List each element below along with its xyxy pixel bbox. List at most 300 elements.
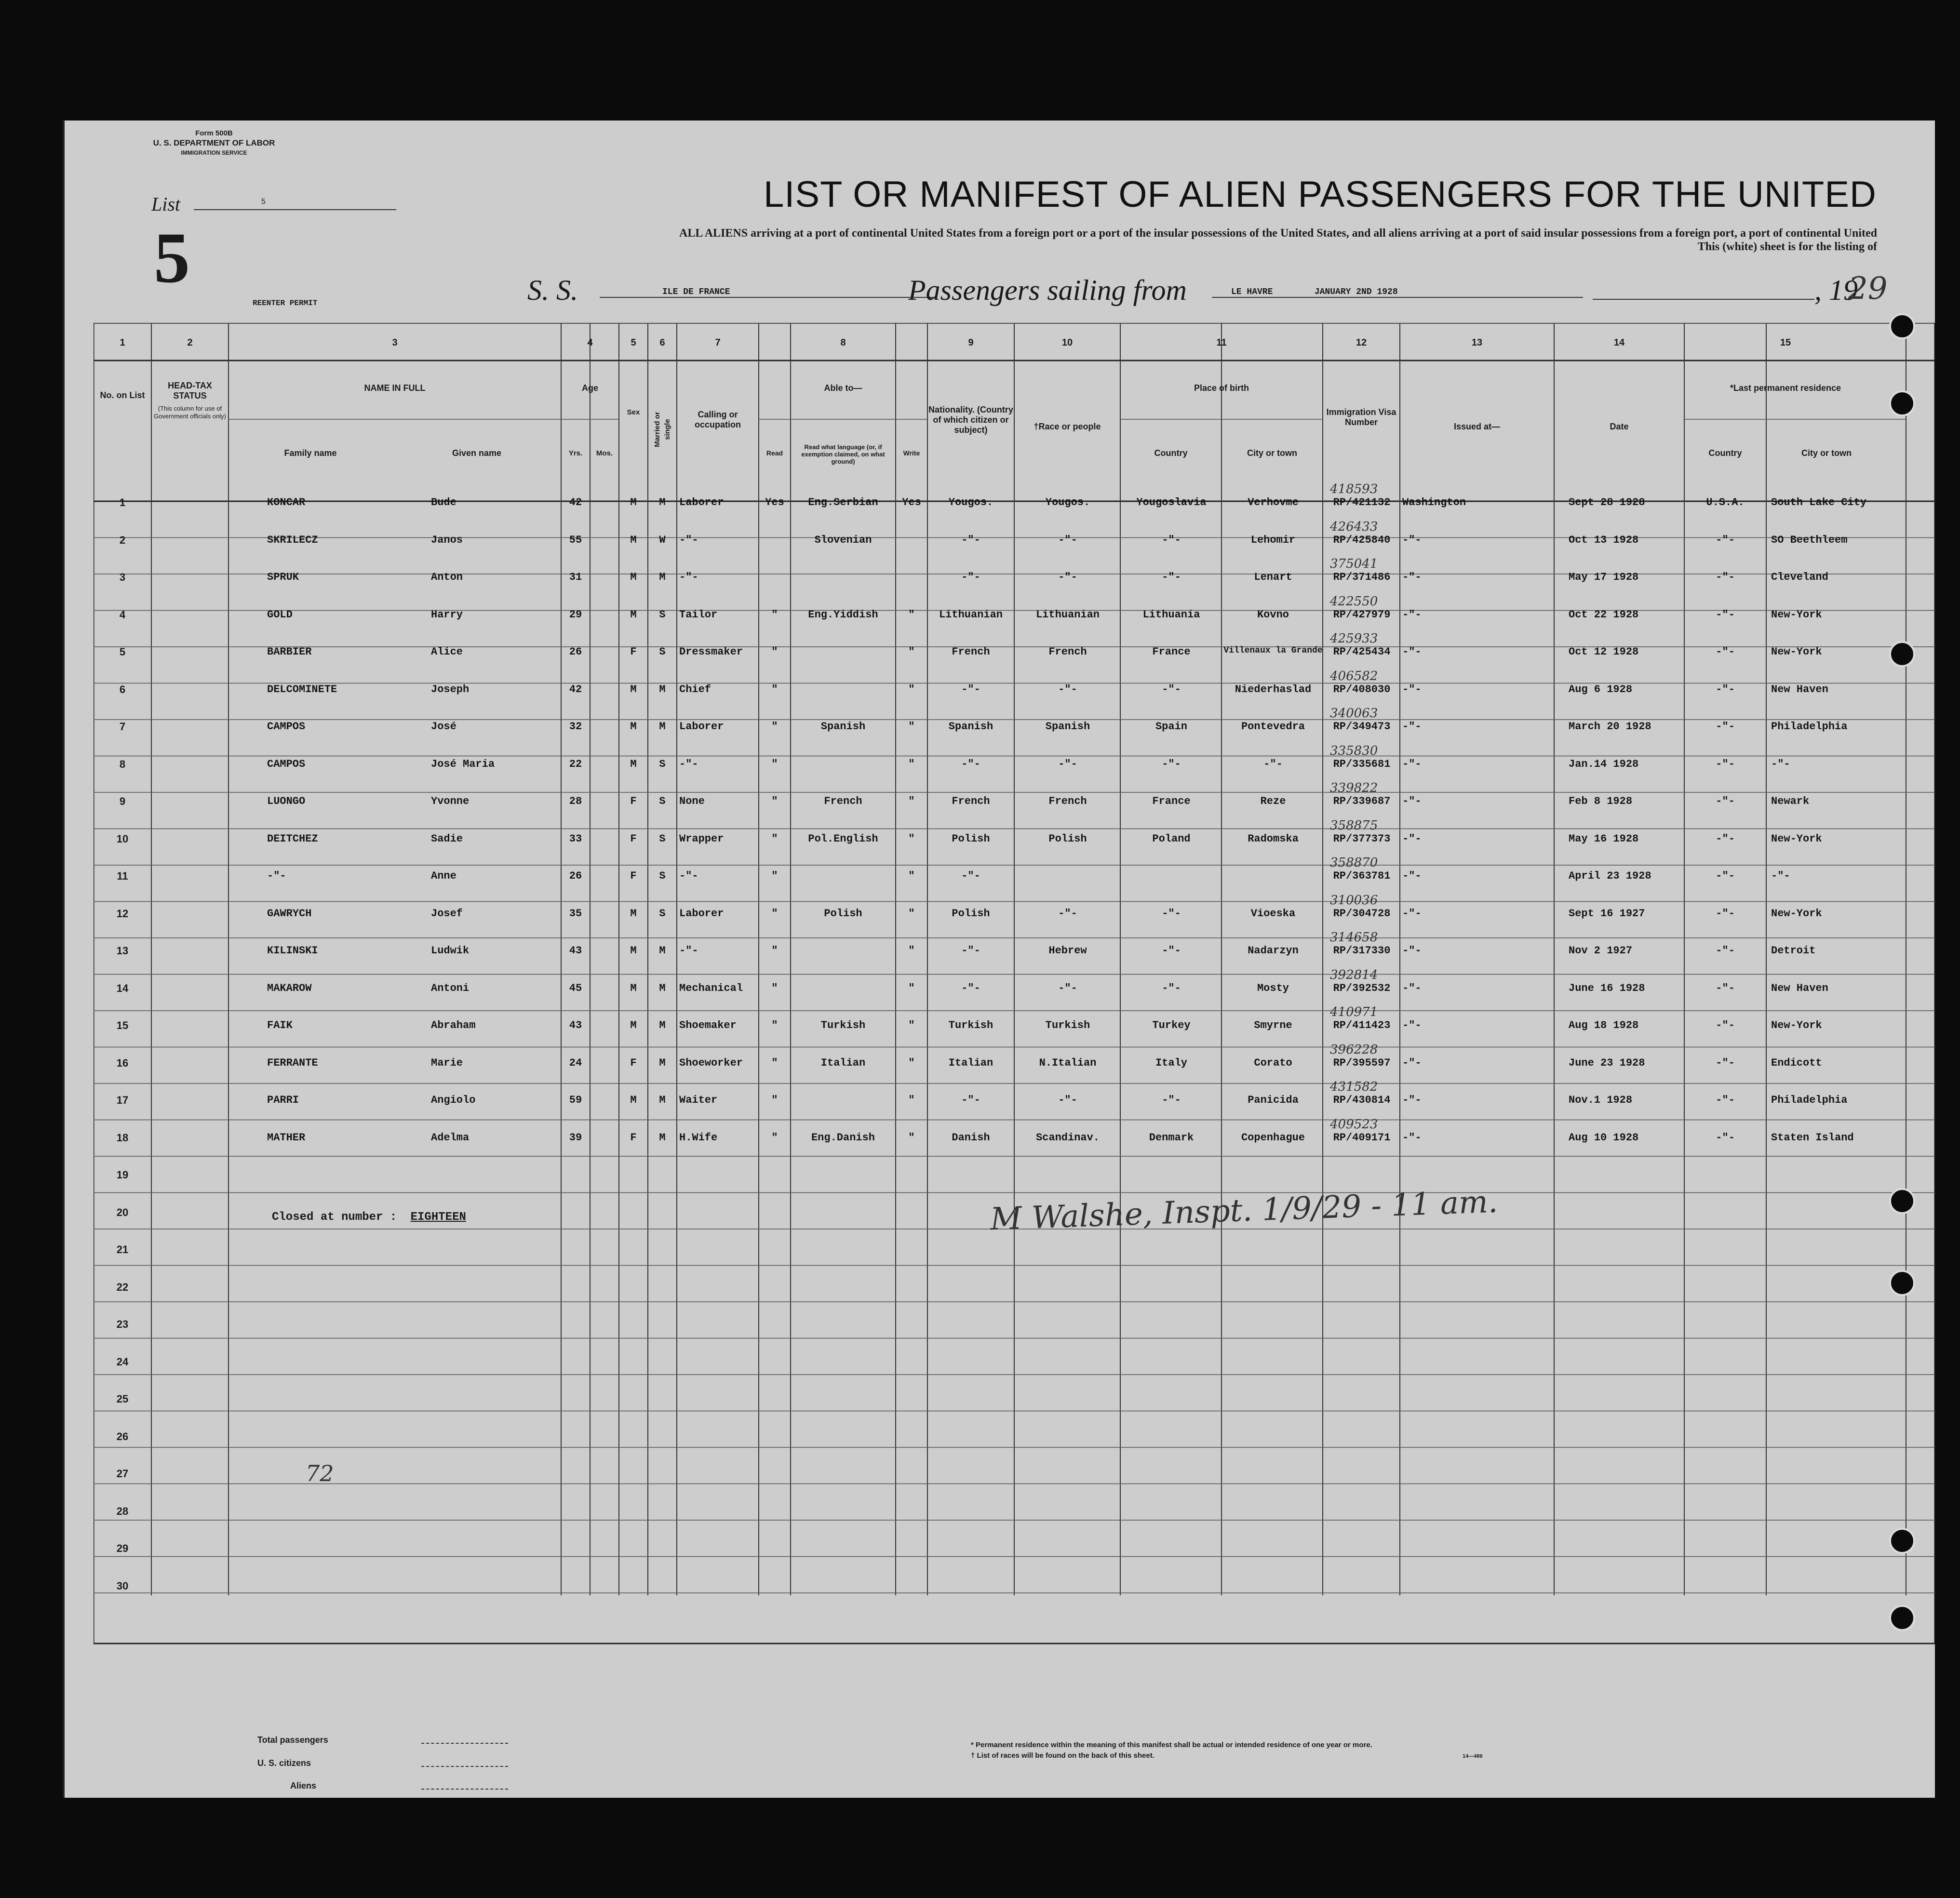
row-2-age: 55 [569, 534, 582, 546]
row-10-no: 10 [116, 832, 129, 845]
row-5-bcity: Villenaux la Grande [1223, 646, 1323, 655]
row-18-rcity: Staten Island [1771, 1131, 1854, 1144]
row-16-age: 24 [569, 1056, 582, 1069]
row-6-age: 42 [569, 683, 582, 695]
row-1-write: Yes [902, 496, 921, 508]
row-2-visa: RP/425840 [1333, 534, 1391, 546]
row-14-age: 45 [569, 982, 582, 994]
row-8-visa: RP/335681 [1333, 758, 1391, 770]
row-14-given: Antoni [431, 982, 470, 994]
row-8-bcity: -"- [1263, 758, 1283, 770]
binder-hole [1889, 1528, 1915, 1554]
row-3-occ: -"- [679, 571, 698, 583]
row-9-nat: French [952, 795, 990, 807]
col-num-4: 4 [587, 337, 593, 348]
row-10-race: Polish [1048, 832, 1087, 845]
us-citizens-blank [421, 1766, 508, 1767]
col-num-11: 11 [1216, 337, 1227, 348]
row-14-ms: M [659, 982, 666, 994]
row-9-bcountry: France [1152, 795, 1191, 807]
row-5-age: 26 [569, 646, 582, 658]
row-1-given: Bude [431, 496, 456, 508]
row-8-occ: -"- [679, 758, 698, 770]
col-head-headtax-sub: (This column for use of Government officials only) [153, 405, 227, 420]
row-7-ms: M [659, 721, 666, 733]
row-6-rcountry: -"- [1716, 683, 1735, 695]
row-17-age: 59 [569, 1094, 582, 1106]
manifest-title: LIST OR MANIFEST OF ALIEN PASSENGERS FOR THE UNITED [764, 174, 1877, 215]
row-6-occ: Chief [679, 683, 712, 695]
row-2-occ: -"- [679, 534, 698, 546]
row-4-no: 4 [119, 608, 126, 621]
row-14-date: June 16 1928 [1569, 982, 1645, 994]
row-16-bcountry: Italy [1155, 1056, 1187, 1069]
row-12-age: 35 [569, 907, 582, 920]
row-16-race: N.Italian [1039, 1056, 1097, 1069]
row-15-bcountry: Turkey [1152, 1019, 1191, 1031]
row-17-rcity: Philadelphia [1771, 1094, 1848, 1106]
row-2-no: 2 [119, 534, 126, 546]
row-11-ms: S [659, 870, 666, 882]
row-3-visa: RP/371486 [1333, 571, 1391, 583]
row-1-race: Yougos. [1045, 496, 1090, 508]
row-17-visa-handwritten: 431582 [1330, 1080, 1378, 1094]
binder-hole [1889, 313, 1915, 339]
row-13-issued: -"- [1402, 945, 1422, 957]
row-6-visa-handwritten: 406582 [1330, 668, 1378, 683]
row-15-visa: RP/411423 [1333, 1019, 1391, 1031]
row-1-nat: Yougos. [948, 496, 993, 508]
department-label: U. S. DEPARTMENT OF LABOR [153, 138, 275, 147]
row-4-sex: M [630, 608, 637, 621]
row-6-date: Aug 6 1928 [1569, 683, 1633, 695]
row-15-write: " [908, 1019, 915, 1031]
col-head-birth-country: Country [1154, 448, 1188, 458]
row-2-rcountry: -"- [1716, 534, 1735, 546]
list-value: 5 [194, 198, 396, 210]
row-17-given: Angiolo [431, 1094, 476, 1106]
row-6-ms: M [659, 683, 666, 695]
row-1-ms: M [659, 496, 666, 508]
row-15-family: FAIK [267, 1019, 293, 1031]
row-14-sex: M [630, 982, 637, 994]
row-7-no: 7 [119, 721, 126, 733]
row-6-visa: RP/408030 [1333, 683, 1391, 695]
row-18-visa: RP/409171 [1333, 1131, 1391, 1144]
row-17-no: 17 [116, 1094, 129, 1106]
row-4-nat: Lithuanian [939, 608, 1003, 621]
row-8-write: " [908, 758, 915, 770]
manifest-subtitle [672, 227, 1877, 254]
row-7-write: " [908, 721, 915, 733]
row-11-rcity: -"- [1771, 870, 1790, 882]
row-11-date: April 23 1928 [1569, 870, 1651, 882]
row-5-occ: Dressmaker [679, 646, 743, 658]
row-16-visa-handwritten: 396228 [1330, 1042, 1378, 1057]
row-5-issued: -"- [1402, 646, 1422, 658]
row-24-no: 24 [116, 1355, 129, 1368]
row-5-family: BARBIER [267, 646, 312, 658]
row-9-date: Feb 8 1928 [1569, 795, 1633, 807]
year-handwritten: 29 [1848, 271, 1888, 307]
col-head-married: Married or single [653, 412, 671, 447]
row-13-bcity: Nadarzyn [1248, 945, 1299, 957]
row-18-visa-handwritten: 409523 [1330, 1117, 1378, 1132]
row-14-visa-handwritten: 392814 [1330, 967, 1378, 982]
row-11-write: " [908, 870, 915, 882]
row-7-read: " [771, 721, 778, 733]
row-4-age: 29 [569, 608, 582, 621]
row-17-date: Nov.1 1928 [1569, 1094, 1633, 1106]
col-head-age: Age [581, 383, 598, 393]
row-23-no: 23 [116, 1318, 129, 1330]
row-15-rcountry: -"- [1716, 1019, 1735, 1031]
row-11-family: -"- [267, 870, 286, 882]
row-13-visa: RP/317330 [1333, 945, 1391, 957]
row-12-rcity: New-York [1771, 907, 1822, 920]
row-18-no: 18 [116, 1131, 129, 1144]
row-7-bcountry: Spain [1155, 721, 1187, 733]
row-9-rcountry: -"- [1716, 795, 1735, 807]
row-18-given: Adelma [431, 1131, 470, 1144]
row-12-nat: Polish [952, 907, 990, 920]
row-12-issued: -"- [1402, 907, 1422, 920]
row-4-bcountry: Lithuania [1142, 608, 1200, 621]
row-6-sex: M [630, 683, 637, 695]
binder-hole [1889, 641, 1915, 667]
ss-label: S. S. [527, 274, 578, 306]
row-17-visa: RP/430814 [1333, 1094, 1391, 1106]
row-13-no: 13 [116, 945, 129, 957]
row-17-family: PARRI [267, 1094, 299, 1106]
row-4-visa-handwritten: 422550 [1330, 594, 1378, 609]
col-num-1: 1 [120, 337, 125, 348]
aliens-label: Aliens [290, 1781, 317, 1791]
row-17-issued: -"- [1402, 1094, 1422, 1106]
row-9-bcity: Reze [1260, 795, 1286, 807]
row-7-race: Spanish [1045, 721, 1090, 733]
row-18-lang: Eng.Danish [811, 1131, 875, 1144]
row-8-date: Jan.14 1928 [1569, 758, 1639, 770]
row-18-bcountry: Denmark [1149, 1131, 1194, 1144]
row-5-given: Alice [431, 646, 463, 658]
row-14-issued: -"- [1402, 982, 1422, 994]
row-14-read: " [771, 982, 778, 994]
row-5-bcountry: France [1152, 646, 1191, 658]
col-head-mos: Mos. [596, 449, 613, 457]
row-13-bcountry: -"- [1162, 945, 1181, 957]
row-9-occ: None [679, 795, 705, 807]
row-15-read: " [771, 1019, 778, 1031]
row-2-given: Janos [431, 534, 463, 546]
col-num-13: 13 [1471, 337, 1483, 348]
row-9-age: 28 [569, 795, 582, 807]
row-1-visa-handwritten: 418593 [1330, 482, 1378, 496]
row-18-occ: H.Wife [679, 1131, 718, 1144]
col-head-residence: *Last permanent residence [1730, 383, 1841, 393]
row-14-write: " [908, 982, 915, 994]
row-15-ms: M [659, 1019, 666, 1031]
row-14-rcountry: -"- [1716, 982, 1735, 994]
col-head-birth-city: City or town [1247, 448, 1297, 458]
row-1-read: Yes [765, 496, 784, 508]
row-5-rcountry: -"- [1716, 646, 1735, 658]
col-head-date: Date [1610, 422, 1629, 431]
row-15-rcity: New-York [1771, 1019, 1822, 1031]
binder-hole [1889, 1270, 1915, 1296]
col-head-name: NAME IN FULL [364, 383, 426, 393]
row-6-write: " [908, 683, 915, 695]
footnote-star: * Permanent residence within the meaning of this manifest shall be actual or intended residence of one year or more. [971, 1741, 1372, 1749]
row-7-given: José [431, 721, 456, 733]
row-19-no: 19 [116, 1169, 129, 1181]
col-head-birthplace: Place of birth [1194, 383, 1249, 393]
row-11-read: " [771, 870, 778, 882]
col-num-2: 2 [187, 337, 193, 348]
port-date: LE HAVRE JANUARY 2ND 1928 [1212, 287, 1583, 298]
row-12-date: Sept 16 1927 [1569, 907, 1645, 920]
col-num-7: 7 [715, 337, 721, 348]
row-3-race: -"- [1058, 571, 1077, 583]
col-head-sex: Sex [627, 408, 640, 416]
row-10-given: Sadie [431, 832, 463, 845]
row-8-given: José Maria [431, 758, 495, 770]
row-8-bcountry: -"- [1162, 758, 1181, 770]
row-12-ms: S [659, 907, 666, 920]
subtitle-line-2: This (white) sheet is for the listing of [1697, 241, 1877, 253]
subtitle-line-1: ALL ALIENS arriving at a port of continental United States from a foreign port or a port of the insular possessions of the United States, and all aliens arriving at a port of said insular possessions from a foreign port, a port of continental United [679, 227, 1877, 240]
row-15-occ: Shoemaker [679, 1019, 737, 1031]
row-1-rcity: South Lake City [1771, 496, 1867, 508]
row-16-occ: Shoeworker [679, 1056, 743, 1069]
row-15-sex: M [630, 1019, 637, 1031]
row-16-write: " [908, 1056, 915, 1069]
year-label: , 19 [1814, 274, 1858, 306]
row-7-issued: -"- [1402, 721, 1422, 733]
row-10-sex: F [630, 832, 637, 845]
row-30-no: 30 [116, 1579, 129, 1592]
row-17-read: " [771, 1094, 778, 1106]
service-label: IMMIGRATION SERVICE [181, 149, 247, 156]
row-16-visa: RP/395597 [1333, 1056, 1391, 1069]
footnote-code: 14—486 [1463, 1753, 1483, 1759]
row-12-bcity: Vioeska [1250, 907, 1296, 920]
col-head-no: No. on List [100, 390, 145, 400]
row-6-nat: -"- [961, 683, 980, 695]
row-15-age: 43 [569, 1019, 582, 1031]
row-1-issued: Washington [1402, 496, 1466, 508]
row-15-no: 15 [116, 1019, 129, 1031]
row-8-read: " [771, 758, 778, 770]
row-10-rcountry: -"- [1716, 832, 1735, 845]
col-head-res-country: Country [1708, 448, 1742, 458]
row-3-bcountry: -"- [1162, 571, 1181, 583]
row-9-ms: S [659, 795, 666, 807]
row-16-date: June 23 1928 [1569, 1056, 1645, 1069]
row-14-race: -"- [1058, 982, 1077, 994]
row-18-ms: M [659, 1131, 666, 1144]
row-10-date: May 16 1928 [1569, 832, 1639, 845]
row-3-rcity: Cleveland [1771, 571, 1828, 583]
row-7-bcity: Pontevedra [1241, 721, 1305, 733]
list-label: List [151, 193, 181, 215]
row-5-ms: S [659, 646, 666, 658]
row-16-ms: M [659, 1056, 666, 1069]
row-1-age: 42 [569, 496, 582, 508]
row-3-age: 31 [569, 571, 582, 583]
col-num-5: 5 [631, 337, 636, 348]
row-18-rcountry: -"- [1716, 1131, 1735, 1144]
col-num-15: 15 [1780, 337, 1791, 348]
row-9-no: 9 [119, 795, 126, 807]
row-12-given: Josef [431, 907, 463, 920]
row-8-age: 22 [569, 758, 582, 770]
row-12-lang: Polish [824, 907, 862, 920]
row-13-given: Ludwik [431, 945, 470, 957]
row-15-nat: Turkish [948, 1019, 993, 1031]
row-6-rcity: New Haven [1771, 683, 1828, 695]
col-head-occupation: Calling or occupation [694, 410, 741, 429]
row-1-sex: M [630, 496, 637, 508]
row-1-occ: Laborer [679, 496, 724, 508]
col-head-language: Read what language (or, if exemption claimed, on what ground) [801, 443, 885, 465]
row-13-visa-handwritten: 314658 [1330, 930, 1378, 945]
row-18-read: " [771, 1131, 778, 1144]
col-num-8: 8 [840, 337, 846, 348]
row-2-bcountry: -"- [1162, 534, 1181, 546]
col-num-14: 14 [1613, 337, 1625, 348]
row-17-race: -"- [1058, 1094, 1077, 1106]
row-3-family: SPRUK [267, 571, 299, 583]
row-13-sex: M [630, 945, 637, 957]
us-citizens-label: U. S. citizens [257, 1758, 311, 1768]
sailing-label: Passengers sailing from [908, 274, 1187, 306]
footnote-dagger: † List of races will be found on the back of this sheet. [971, 1751, 1155, 1760]
row-10-read: " [771, 832, 778, 845]
row-13-race: Hebrew [1048, 945, 1087, 957]
row-18-issued: -"- [1402, 1131, 1422, 1144]
row-18-family: MATHER [267, 1131, 306, 1144]
row-2-nat: -"- [961, 534, 980, 546]
row-10-lang: Pol.English [808, 832, 878, 845]
row-5-nat: French [952, 646, 990, 658]
row-16-bcity: Corato [1254, 1056, 1292, 1069]
row-9-rcity: Newark [1771, 795, 1810, 807]
row-16-read: " [771, 1056, 778, 1069]
total-passengers-label: Total passengers [257, 1735, 328, 1745]
row-9-visa: RP/339687 [1333, 795, 1391, 807]
row-13-read: " [771, 945, 778, 957]
row-12-visa-handwritten: 310036 [1330, 893, 1378, 908]
col-head-write: Write [903, 449, 920, 457]
binder-hole [1889, 1188, 1915, 1214]
row-10-bcity: Radomska [1248, 832, 1299, 845]
row-12-visa: RP/304728 [1333, 907, 1391, 920]
col-num-6: 6 [659, 337, 665, 348]
row-11-sex: F [630, 870, 637, 882]
col-num-9: 9 [968, 337, 974, 348]
row-6-no: 6 [119, 683, 126, 695]
col-head-issued: Issued at— [1453, 422, 1501, 431]
row-20-no: 20 [116, 1206, 129, 1218]
row-25-no: 25 [116, 1393, 129, 1405]
total-passengers-blank [421, 1743, 508, 1744]
blank-date-line [1593, 299, 1814, 300]
col-num-12: 12 [1356, 337, 1367, 348]
row-13-family: KILINSKI [267, 945, 318, 957]
row-8-rcountry: -"- [1716, 758, 1735, 770]
row-16-given: Marie [431, 1056, 463, 1069]
row-17-sex: M [630, 1094, 637, 1106]
row-11-occ: -"- [679, 870, 698, 882]
row-4-issued: -"- [1402, 608, 1422, 621]
form-number [142, 129, 286, 138]
row-5-sex: F [630, 646, 637, 658]
row-4-bcity: Kovno [1257, 608, 1289, 621]
row-2-sex: M [630, 534, 637, 546]
row-28-no: 28 [116, 1505, 129, 1517]
col-head-visa: Immigration Visa Number [1326, 407, 1396, 427]
row-3-nat: -"- [961, 571, 980, 583]
row-18-nat: Danish [952, 1131, 990, 1144]
row-9-read: " [771, 795, 778, 807]
row-6-read: " [771, 683, 778, 695]
row-7-date: March 20 1928 [1569, 721, 1651, 733]
row-2-family: SKRILECZ [267, 534, 318, 546]
row-5-read: " [771, 646, 778, 658]
closed-at-value: EIGHTEEN [410, 1211, 466, 1224]
row-1-visa: RP/421132 [1333, 496, 1391, 508]
row-5-rcity: New-York [1771, 646, 1822, 658]
row-3-issued: -"- [1402, 571, 1422, 583]
row-10-visa: RP/377373 [1333, 832, 1391, 845]
row-10-write: " [908, 832, 915, 845]
form-number-text: Form 500B [195, 129, 233, 137]
row-16-sex: F [630, 1056, 637, 1069]
row-16-issued: -"- [1402, 1056, 1422, 1069]
row-3-given: Anton [431, 571, 463, 583]
col-head-given: Given name [452, 448, 502, 458]
row-13-rcountry: -"- [1716, 945, 1735, 957]
row-12-read: " [771, 907, 778, 920]
row-15-given: Abraham [431, 1019, 476, 1031]
row-9-race: French [1048, 795, 1087, 807]
row-8-issued: -"- [1402, 758, 1422, 770]
col-head-headtax: HEAD-TAX STATUS [168, 381, 212, 401]
row-9-given: Yvonne [431, 795, 470, 807]
row-5-race: French [1048, 646, 1087, 658]
col-num-10: 10 [1061, 337, 1073, 348]
row-18-bcity: Copenhague [1241, 1131, 1305, 1144]
row-1-no: 1 [119, 496, 126, 508]
row-9-lang: French [824, 795, 862, 807]
row-11-no: 11 [117, 870, 128, 882]
row-11-age: 26 [569, 870, 582, 882]
row-14-nat: -"- [961, 982, 980, 994]
row-4-read: " [771, 608, 778, 621]
row-4-family: GOLD [267, 608, 293, 621]
row-6-race: -"- [1058, 683, 1077, 695]
row-9-sex: F [630, 795, 637, 807]
row-10-occ: Wrapper [679, 832, 724, 845]
row-27-no: 27 [116, 1468, 129, 1480]
row-7-sex: M [630, 721, 637, 733]
row-2-lang: Slovenian [814, 534, 872, 546]
row-2-visa-handwritten: 426433 [1330, 519, 1378, 534]
ship-name: ILE DE FRANCE [600, 287, 937, 298]
row-4-visa: RP/427979 [1333, 608, 1391, 621]
closed-at [272, 1211, 466, 1224]
